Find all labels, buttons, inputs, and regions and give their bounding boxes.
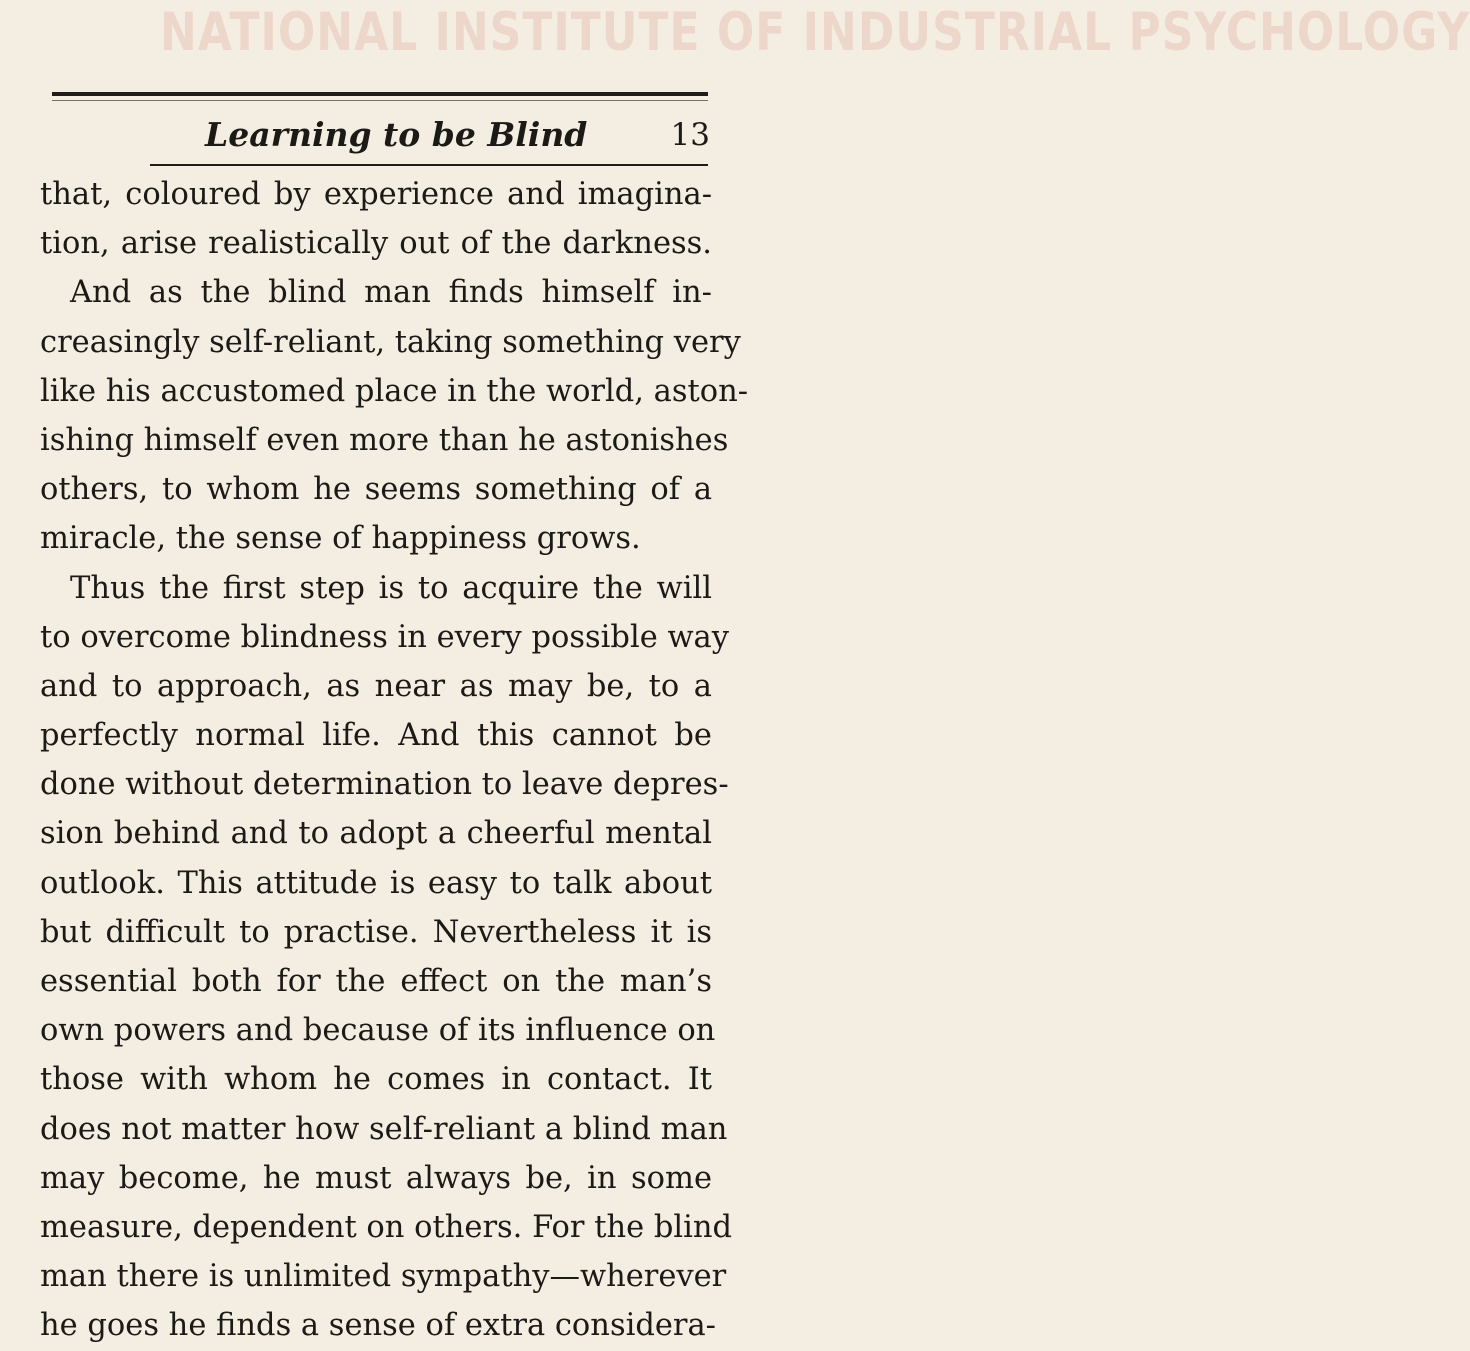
- text-line: he goes he finds a sense of extra considera-: [40, 1308, 716, 1344]
- text-line: own powers and because of its influence on: [40, 1013, 716, 1049]
- text-line: measure, dependent on others. For the blind: [40, 1209, 733, 1245]
- text-line: creasingly self-reliant, taking something very: [40, 324, 741, 360]
- text-line: miracle, the sense of happiness grows.: [40, 521, 641, 557]
- header-rule: [150, 164, 708, 166]
- text-line: like his accustomed place in the world, aston-: [40, 373, 749, 409]
- text-line: essential both for the effect on the man’s: [40, 964, 712, 999]
- text-line: may become, he must always be, in some: [40, 1160, 712, 1196]
- text-line: ishing himself even more than he astonishes: [40, 422, 729, 458]
- text-line: done without determination to leave depres-: [40, 767, 729, 803]
- text-line: others, to whom he seems something of a: [40, 472, 712, 508]
- text-line: to overcome blindness in every possible way: [40, 619, 729, 655]
- page-number: 13: [670, 117, 710, 153]
- text-line: and to approach, as near as may be, to a: [40, 668, 712, 704]
- text-line: sion behind and to adopt a cheerful mental: [40, 816, 712, 852]
- text-line: man there is unlimited sympathy—wherever: [40, 1259, 727, 1295]
- text-line: Thus the first step is to acquire the will: [70, 570, 712, 606]
- library-stamp: NATIONAL INSTITUTE OF INDUSTRIAL PSYCHOLOGY: [160, 2, 1470, 64]
- text-line: but difficult to practise. Nevertheless it is: [40, 914, 712, 950]
- text-line: that, coloured by experience and imagina-: [40, 177, 712, 212]
- running-title: Learning to be Blind: [205, 115, 588, 154]
- text-line: perfectly normal life. And this cannot be: [40, 718, 712, 754]
- body-text: [40, 170, 749, 1351]
- text-line: And as the blind man finds himself in-: [70, 275, 712, 311]
- text-line: those with whom he comes in contact. It: [40, 1062, 712, 1098]
- text-line: tion, arise realistically out of the darkness.: [40, 226, 712, 262]
- text-line: does not matter how self-reliant a blind man: [40, 1111, 728, 1147]
- text-line: outlook. This attitude is easy to talk about: [40, 865, 712, 901]
- top-rule: [52, 92, 708, 96]
- top-rule-thin: [52, 100, 708, 101]
- page-header: [205, 112, 710, 158]
